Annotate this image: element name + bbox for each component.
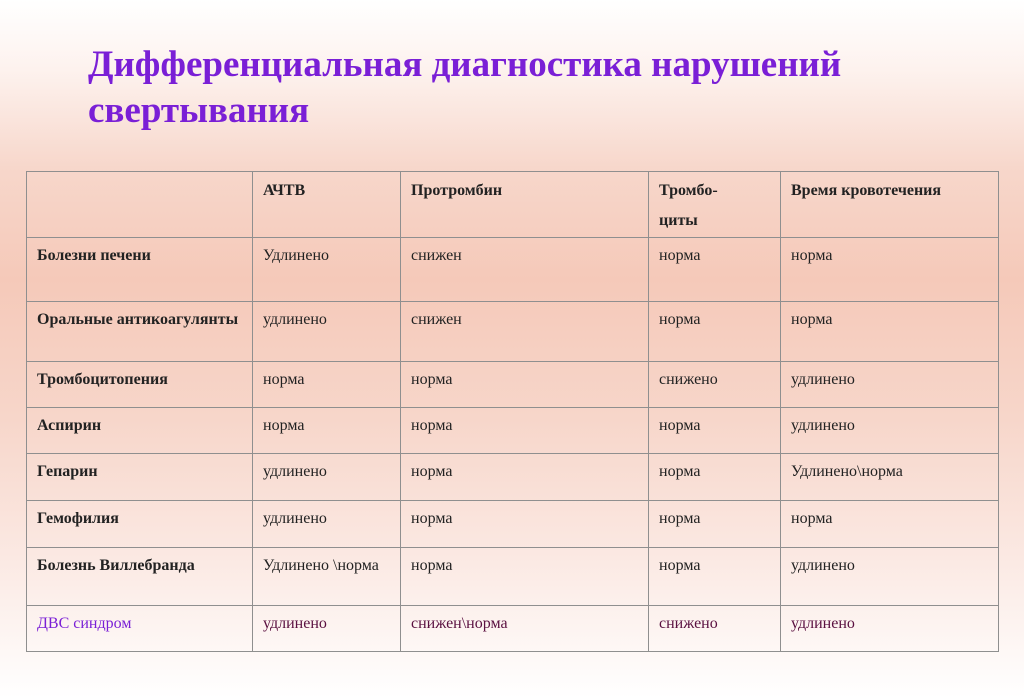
- row-label: Болезни печени: [27, 238, 253, 302]
- cell-prothrombin: норма: [401, 454, 649, 501]
- cell-achtv: Удлинено: [253, 238, 401, 302]
- cell-bleeding-time: норма: [781, 501, 999, 548]
- table-row: [27, 548, 999, 606]
- row-label: Аспирин: [27, 408, 253, 454]
- row-label: Гемофилия: [27, 501, 253, 548]
- cell-platelets: норма: [649, 548, 781, 606]
- cell-achtv: удлинено: [253, 606, 401, 652]
- cell-prothrombin: норма: [401, 501, 649, 548]
- cell-bleeding-time: удлинено: [781, 408, 999, 454]
- cell-bleeding-time: норма: [781, 238, 999, 302]
- row-label: Оральные антикоагулянты: [27, 302, 253, 362]
- cell-prothrombin: норма: [401, 548, 649, 606]
- header-bleeding-time: Время кровотечения: [781, 172, 999, 238]
- cell-prothrombin: норма: [401, 362, 649, 408]
- cell-achtv: норма: [253, 362, 401, 408]
- cell-bleeding-time: Удлинено\норма: [781, 454, 999, 501]
- cell-platelets: норма: [649, 454, 781, 501]
- row-label: Болезнь Виллебранда: [27, 548, 253, 606]
- cell-achtv: удлинено: [253, 454, 401, 501]
- header-prothrombin: Протромбин: [401, 172, 649, 238]
- header-achtv: АЧТВ: [253, 172, 401, 238]
- page-title-line-2: свертывания: [88, 90, 310, 131]
- header-platelets: Тромбо- циты: [649, 172, 781, 238]
- cell-prothrombin: норма: [401, 408, 649, 454]
- cell-platelets: норма: [649, 302, 781, 362]
- page-title: [88, 42, 988, 134]
- page-title-line-1: Дифференциальная диагностика нарушений: [88, 44, 842, 85]
- cell-prothrombin: снижен\норма: [401, 606, 649, 652]
- table-header-row: [27, 172, 999, 238]
- cell-bleeding-time: удлинено: [781, 362, 999, 408]
- cell-platelets: норма: [649, 501, 781, 548]
- row-label: Тромбоцитопения: [27, 362, 253, 408]
- cell-platelets: снижено: [649, 362, 781, 408]
- cell-bleeding-time: удлинено: [781, 606, 999, 652]
- cell-prothrombin: снижен: [401, 238, 649, 302]
- table-row: [27, 408, 999, 454]
- diagnostics-table: [26, 171, 999, 652]
- row-label: ДВС синдром: [27, 606, 253, 652]
- cell-achtv: норма: [253, 408, 401, 454]
- cell-platelets: норма: [649, 238, 781, 302]
- cell-platelets: норма: [649, 408, 781, 454]
- row-label: Гепарин: [27, 454, 253, 501]
- header-empty: [27, 172, 253, 238]
- cell-platelets: снижено: [649, 606, 781, 652]
- cell-achtv: удлинено: [253, 501, 401, 548]
- table-row: [27, 362, 999, 408]
- cell-bleeding-time: норма: [781, 302, 999, 362]
- table-row: [27, 454, 999, 501]
- table-row: [27, 606, 999, 652]
- cell-achtv: Удлинено \норма: [253, 548, 401, 606]
- cell-bleeding-time: удлинено: [781, 548, 999, 606]
- cell-prothrombin: снижен: [401, 302, 649, 362]
- table-row: [27, 238, 999, 302]
- cell-achtv: удлинено: [253, 302, 401, 362]
- table-row: [27, 302, 999, 362]
- table-row: [27, 501, 999, 548]
